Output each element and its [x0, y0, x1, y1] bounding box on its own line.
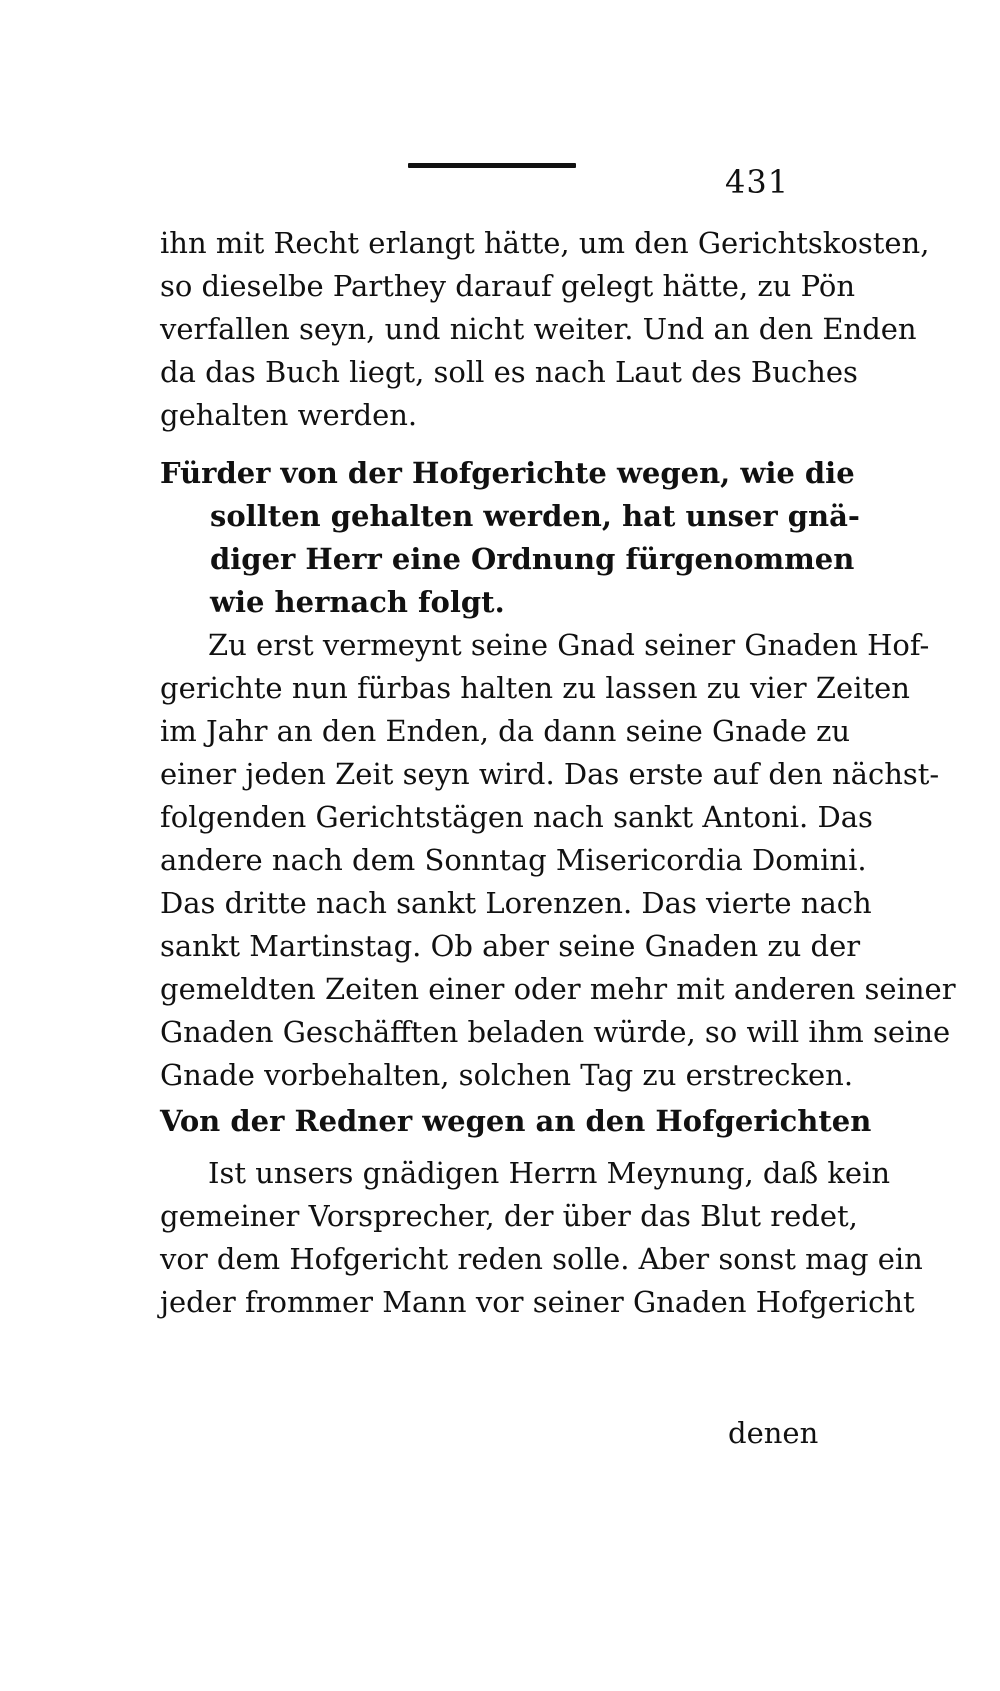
paragraph-vorsprecher [160, 1152, 923, 1324]
text-line: vor dem Hofgericht reden solle. Aber sonst mag ein [160, 1242, 923, 1276]
heading-line: wie hernach folgt. [210, 585, 505, 619]
text-line: gehalten werden. [160, 398, 418, 432]
paragraph-gerichtszeiten [160, 624, 956, 1097]
text-line: Gnaden Geschäfften beladen würde, so will ihm seine [160, 1015, 951, 1049]
text-line: ihn mit Recht erlangt hätte, um den Gerichtskosten, [160, 226, 930, 260]
header-rule [408, 163, 576, 168]
text-line: verfallen seyn, und nicht weiter. Und an den Enden [160, 312, 917, 346]
paragraph-continuation [160, 222, 930, 437]
text-line: einer jeden Zeit seyn wird. Das erste auf den nächst- [160, 757, 940, 791]
section-heading-redner [160, 1100, 872, 1143]
heading-line: Von der Redner wegen an den Hofgerichten [160, 1104, 872, 1138]
page-number: 431 [725, 163, 790, 201]
section-heading-hofgerichte [160, 452, 860, 624]
text-line: jeder frommer Mann vor seiner Gnaden Hofgericht [160, 1285, 915, 1319]
text-line: gemeiner Vorsprecher, der über das Blut redet, [160, 1199, 858, 1233]
text-line: im Jahr an den Enden, da dann seine Gnade zu [160, 714, 851, 748]
heading-line: Fürder von der Hofgerichte wegen, wie die [160, 456, 855, 490]
text-line: Ist unsers gnädigen Herrn Meynung, daß kein [208, 1156, 891, 1190]
text-line: gemeldten Zeiten einer oder mehr mit anderen seiner [160, 972, 956, 1006]
heading-line: sollten gehalten werden, hat unser gnä- [210, 499, 860, 533]
text-line: andere nach dem Sonntag Misericordia Domini. [160, 843, 867, 877]
heading-line: diger Herr eine Ordnung fürgenommen [210, 542, 855, 576]
text-line: gerichte nun fürbas halten zu lassen zu vier Zeiten [160, 671, 910, 705]
text-line: Das dritte nach sankt Lorenzen. Das vierte nach [160, 886, 872, 920]
text-line: Zu erst vermeynt seine Gnad seiner Gnaden Hof- [208, 628, 930, 662]
text-line: Gnade vorbehalten, solchen Tag zu erstrecken. [160, 1058, 854, 1092]
text-line: folgenden Gerichtstägen nach sankt Antoni. Das [160, 800, 873, 834]
text-line: sankt Martinstag. Ob aber seine Gnaden zu der [160, 929, 861, 963]
text-line: da das Buch liegt, soll es nach Laut des Buches [160, 355, 858, 389]
catchword: denen [728, 1416, 819, 1450]
text-line: so dieselbe Parthey darauf gelegt hätte, zu Pön [160, 269, 856, 303]
